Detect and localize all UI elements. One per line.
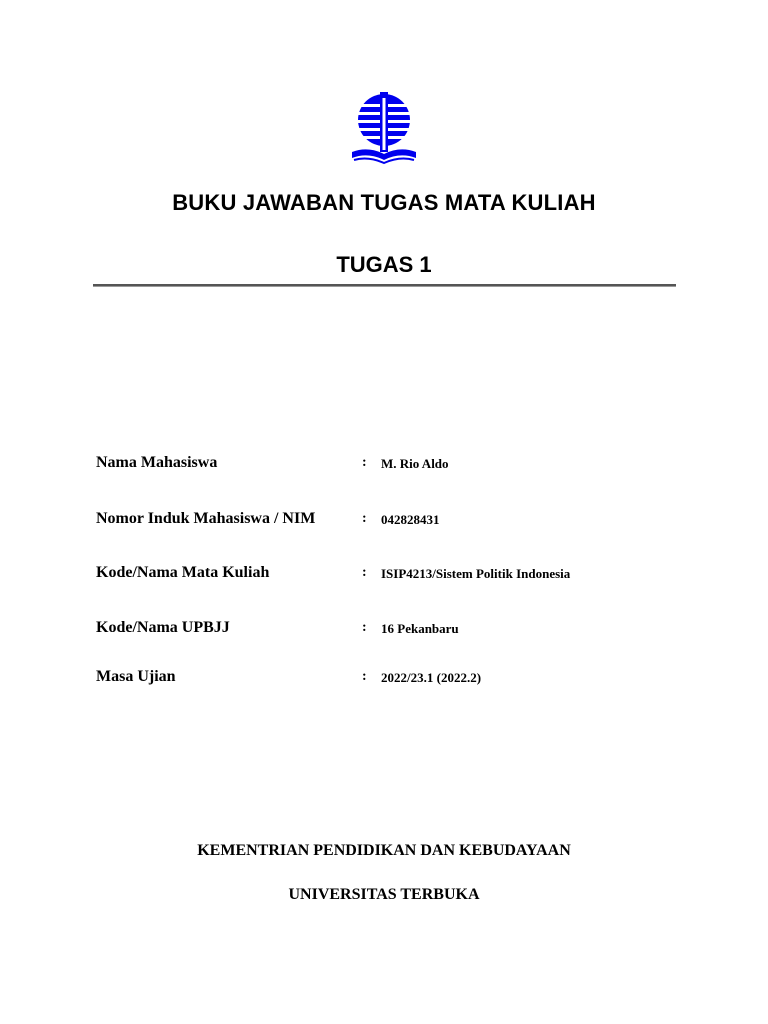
- student-name-row: [96, 454, 696, 478]
- field-label: Kode/Nama UPBJJ: [96, 619, 230, 636]
- field-label: Masa Ujian: [96, 668, 176, 685]
- field-separator: :: [362, 669, 367, 684]
- field-separator: :: [362, 511, 367, 526]
- exam-period-row: [96, 668, 696, 692]
- field-separator: :: [362, 455, 367, 470]
- document-title: BUKU JAWABAN TUGAS MATA KULIAH: [172, 190, 596, 215]
- university-name: UNIVERSITAS TERBUKA: [288, 886, 480, 903]
- university-logo-icon: [348, 90, 420, 166]
- field-label: Nama Mahasiswa: [96, 454, 218, 471]
- course-row: [96, 564, 696, 588]
- field-value: 042828431: [381, 512, 440, 527]
- field-value: 16 Pekanbaru: [381, 621, 459, 636]
- assignment-title: TUGAS 1: [336, 252, 432, 277]
- field-value: 2022/23.1 (2022.2): [381, 670, 482, 685]
- student-id-row: [96, 510, 696, 534]
- upbjj-row: [96, 619, 696, 643]
- ministry-name: KEMENTRIAN PENDIDIKAN DAN KEBUDAYAAN: [197, 842, 571, 859]
- field-separator: :: [362, 565, 367, 580]
- field-separator: :: [362, 620, 367, 635]
- field-label: Nomor Induk Mahasiswa / NIM: [96, 510, 316, 527]
- field-label: Kode/Nama Mata Kuliah: [96, 564, 270, 581]
- field-value: M. Rio Aldo: [381, 456, 449, 471]
- field-value: ISIP4213/Sistem Politik Indonesia: [381, 566, 571, 581]
- title-divider: [93, 284, 676, 287]
